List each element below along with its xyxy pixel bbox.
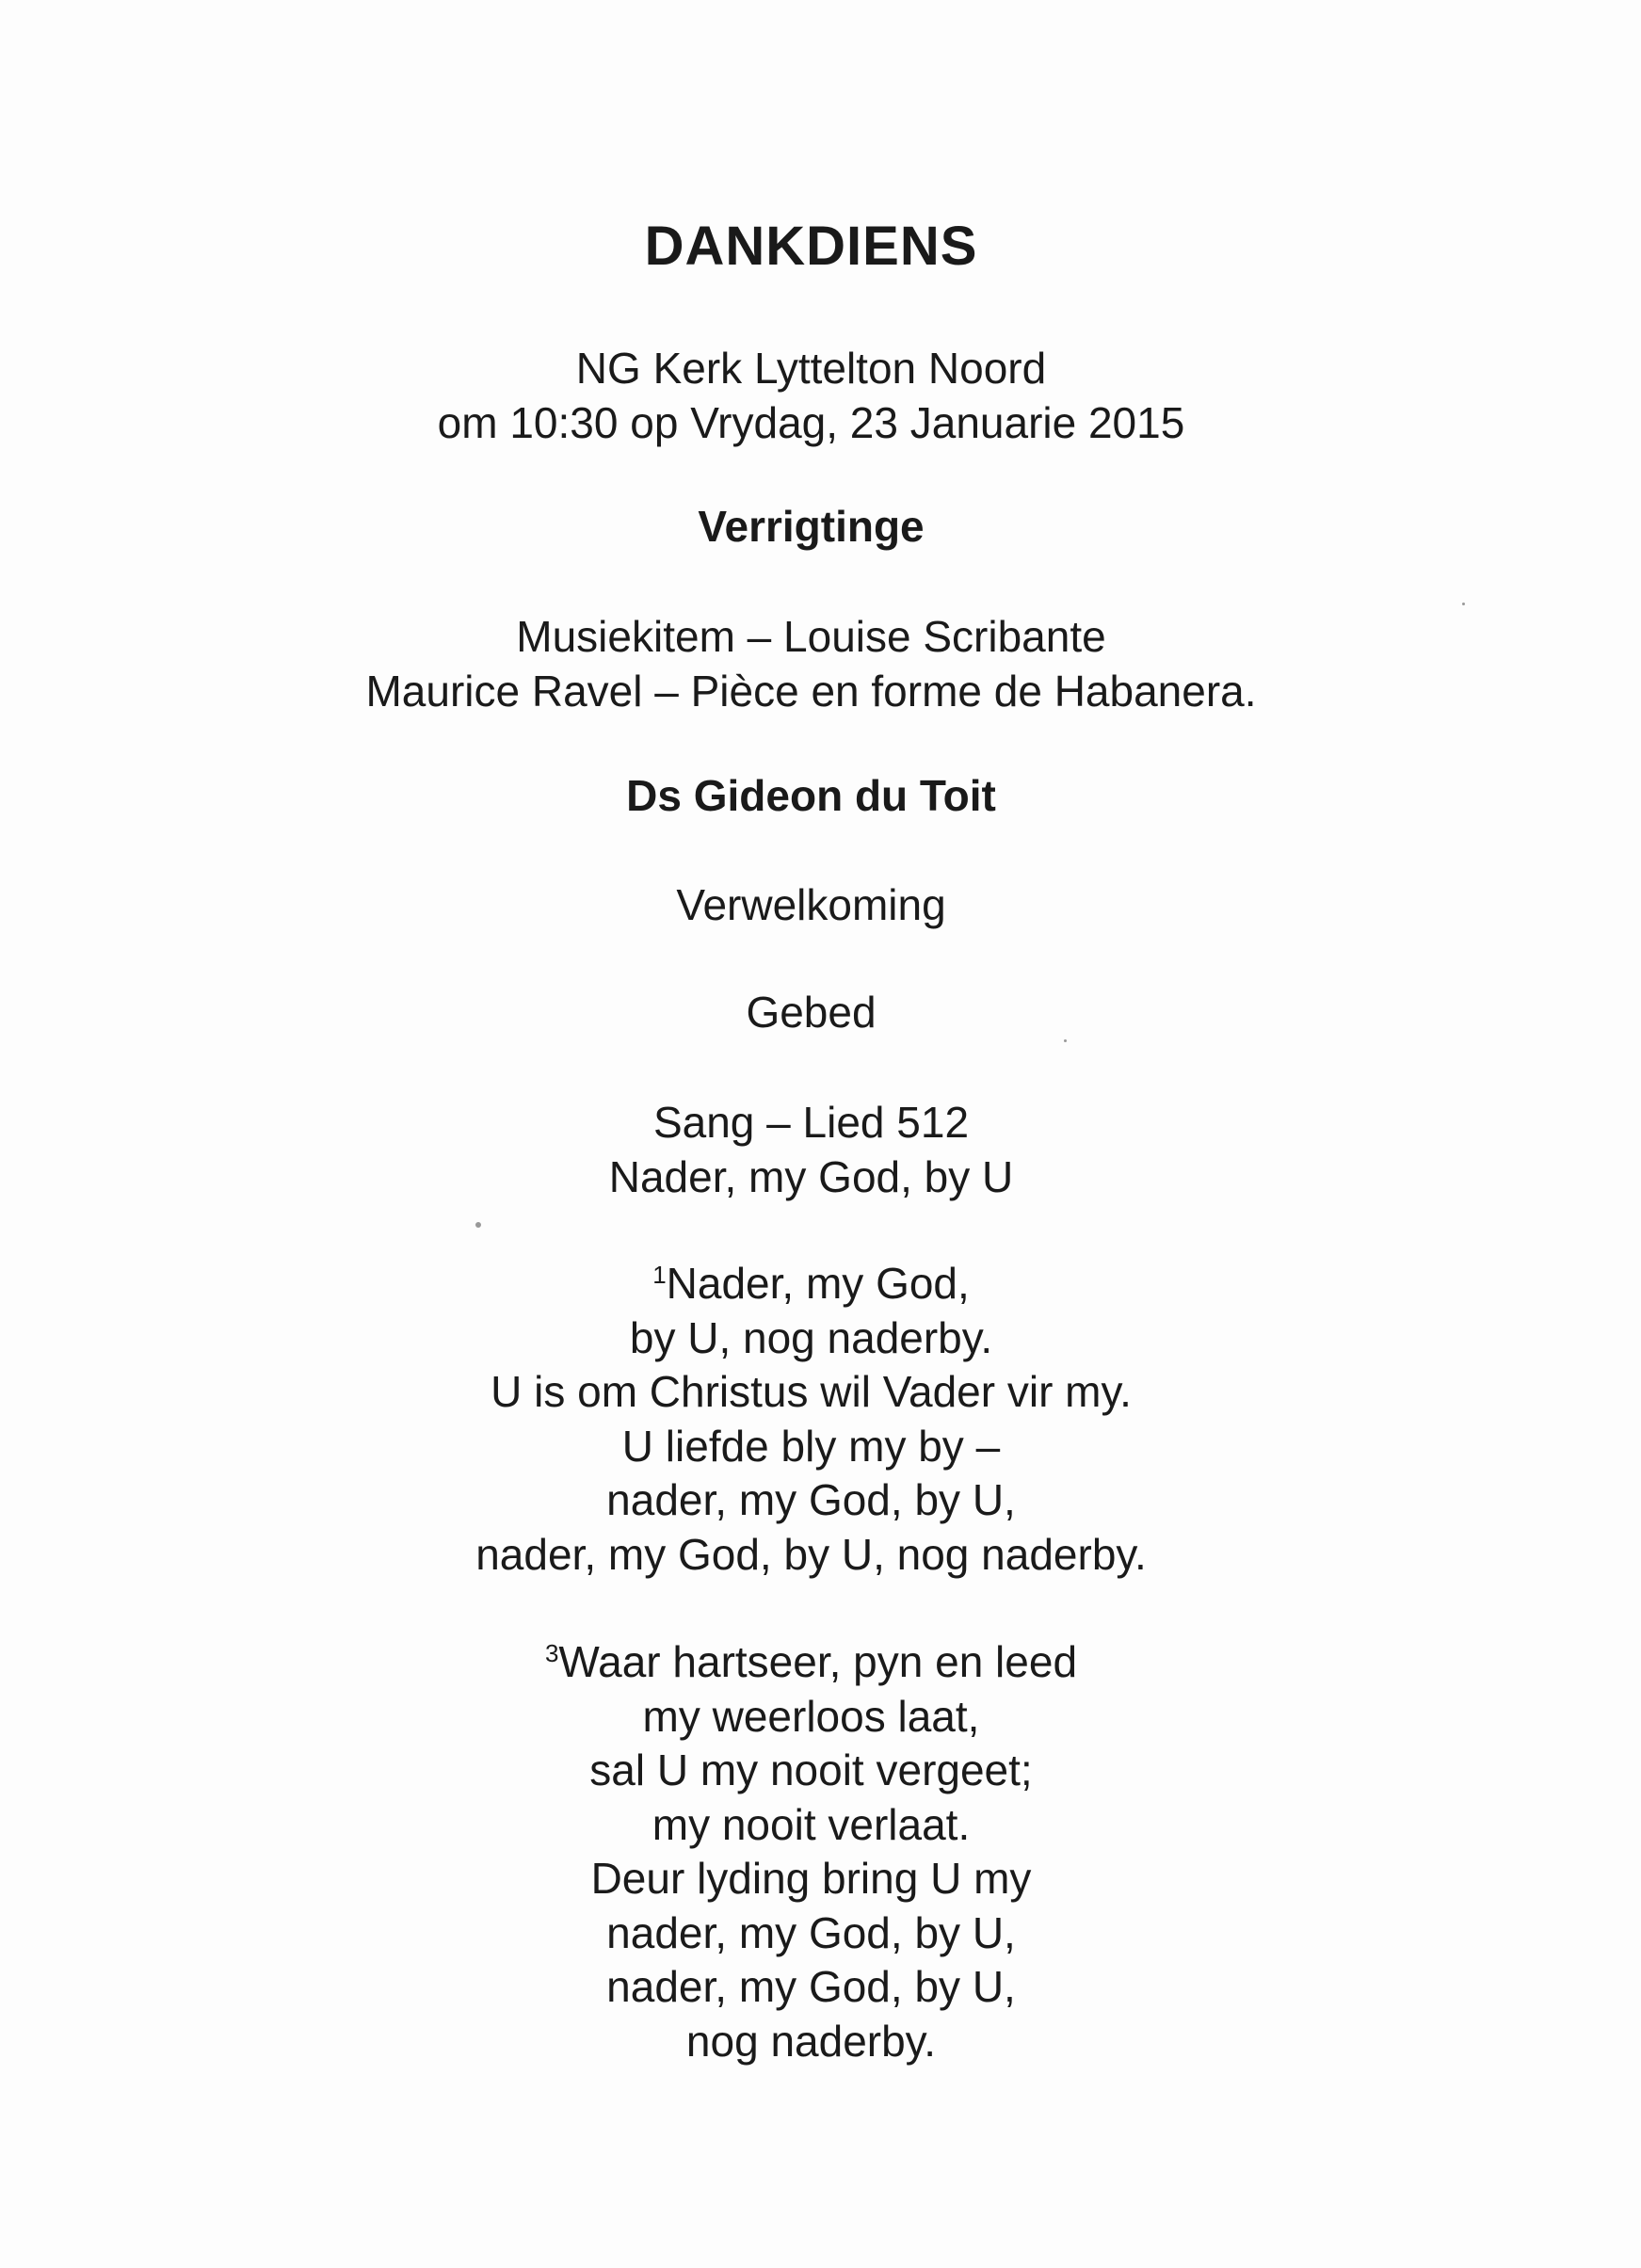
verse-line: by U, nog naderby. [629,1312,993,1362]
verse-line: sal U my nooit vergeet; [589,1745,1033,1794]
verse-number: 1 [652,1261,667,1289]
scan-speck [1064,1039,1067,1042]
prayer-text: Gebed [746,988,877,1037]
venue-text: NG Kerk Lyttelton Noord [575,344,1047,393]
verse-line: U liefde bly my by – [621,1421,1001,1471]
music-item-block [0,609,1622,718]
verse-line: $^1$Nader, my God, [652,1259,970,1308]
verse-line: nog naderby. [685,2016,937,2066]
verse-line: nader, my God, by U, nog naderby. [475,1529,1147,1579]
page-title: DANKDIENS [644,216,978,277]
song-header [0,1095,1622,1204]
verse-3 [0,1635,1622,2068]
service-details [0,341,1622,450]
verse-line: Deur lyding bring U my [590,1854,1032,1903]
verse-line: $^3$Waar hartseer, pyn en leed [544,1637,1078,1686]
verse-line: my weerloos laat, [642,1691,980,1741]
verse-line: nader, my God, by U, [606,1475,1016,1524]
verse-1 [0,1257,1622,1582]
song-name: Nader, my God, by U [608,1152,1014,1201]
verse-line: nader, my God, by U, [606,1907,1016,1957]
minister-heading: Ds Gideon du Toit [626,771,996,820]
verse-line: nader, my God, by U, [606,1962,1016,2011]
music-piece-text: Maurice Ravel – Pièce en forme de Habanera. [365,667,1257,716]
song-heading: Sang – Lied 512 [652,1098,970,1147]
verse-line: my nooit verlaat. [652,1799,971,1849]
section-heading: Verrigtinge [698,502,925,551]
verse-line: U is om Christus wil Vader vir my. [491,1367,1132,1416]
datetime-text: om 10:30 op Vrydag, 23 Januarie 2015 [437,398,1185,447]
welcome-text: Verwelkoming [676,880,946,929]
scan-speck [475,1222,481,1228]
music-item-text: Musiekitem – Louise Scribante [516,612,1106,661]
verse-number: 3 [544,1639,559,1667]
scan-speck [1462,603,1465,605]
